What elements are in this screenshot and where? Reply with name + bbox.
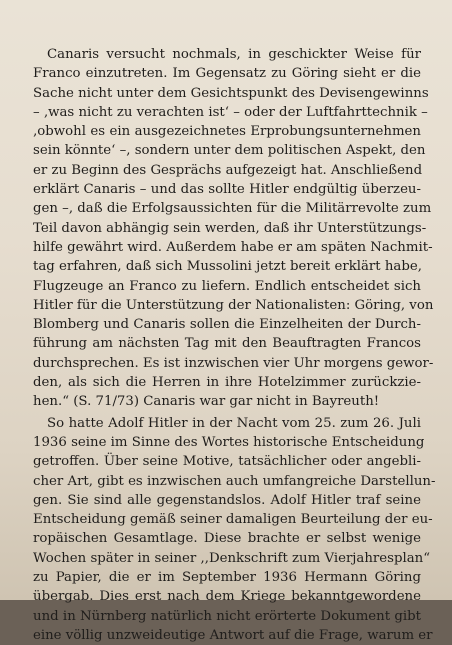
text-line: zu Papier, die er im September 1936 Hermann Göring (33, 570, 421, 586)
text-line: Franco einzutreten. Im Gegensatz zu Göring sieht er die (33, 66, 421, 82)
text-line: erklärt Canaris – und das sollte Hitler endgültig überzeu- (33, 182, 421, 198)
text-line: getroffen. Über seine Motive, tatsächlicher oder angebli- (33, 454, 421, 470)
text-line: übergab. Dies erst nach dem Kriege bekanntgewordene (33, 589, 421, 605)
text-line: Wochen später in seiner ,,Denkschrift zum Vierjahresplan“ (33, 550, 431, 566)
body-text (33, 45, 436, 645)
text-line: Sache nicht unter dem Gesichtspunkt des Devisengewinns (33, 85, 429, 101)
text-line: tag erfahren, daß sich Mussolini jetzt bereit erklärt habe, (33, 259, 422, 275)
text-line: eine völlig unzweideutige Antwort auf die Frage, warum er (33, 627, 433, 643)
text-line: gen –, daß die Erfolgsaussichten für die Militärrevolte zum (33, 201, 432, 217)
text-line: ropäischen Gesamtlage. Diese brachte er selbst wenige (33, 531, 421, 547)
text-line: Entscheidung gemäß seiner damaligen Beurteilung der eu- (33, 512, 433, 528)
text-line: Hitler für die Unterstützung der Nationalisten: Göring, von (33, 297, 434, 313)
text-line: 1936 seine im Sinne des Wortes historische Entscheidung (33, 434, 425, 450)
text-line: cher Art, gibt es inzwischen auch umfangreiche Darstellun- (33, 473, 436, 489)
text-line: hen.“ (S. 71/73) Canaris war gar nicht in Bayreuth! (33, 394, 380, 410)
text-line: den, als sich die Herren in ihre Hotelzimmer zurückzie- (33, 375, 421, 391)
paragraph-2 (33, 414, 436, 645)
text-line: ‚obwohl es ein ausgezeichnetes Erprobungsunternehmen (33, 124, 421, 140)
text-line: Blomberg und Canaris sollen die Einzelheiten der Durch- (33, 317, 421, 333)
text-line: er zu Beginn des Gesprächs aufgezeigt hat. Anschließend (33, 162, 423, 178)
text-line: gen. Sie sind alle gegenstandslos. Adolf Hitler traf seine (33, 492, 421, 508)
text-line: – ‚was nicht zu verachten ist‘ – oder der Luftfahrttechnik – (33, 104, 428, 120)
text-line: So hatte Adolf Hitler in der Nacht vom 25. zum 26. Juli (47, 415, 421, 431)
text-line: hilfe gewährt wird. Außerdem habe er am späten Nachmit- (33, 239, 433, 255)
text-line: und in Nürnberg natürlich nicht erörterte Dokument gibt (33, 608, 421, 624)
text-line: Canaris versucht nochmals, in geschickter Weise für (47, 47, 421, 62)
text-line: führung am nächsten Tag mit den Beauftragten Francos (33, 336, 421, 352)
text-line: Teil davon abhängig sein werden, daß ihr Unterstützungs- (33, 220, 427, 236)
paragraph-1 (33, 45, 434, 412)
text-line: sein könnte‘ –, sondern unter dem politischen Aspekt, den (33, 143, 426, 159)
text-line: durchsprechen. Es ist inzwischen vier Uhr morgens gewor- (33, 355, 434, 371)
text-line: Flugzeuge an Franco zu liefern. Endlich entscheidet sich (33, 278, 421, 294)
